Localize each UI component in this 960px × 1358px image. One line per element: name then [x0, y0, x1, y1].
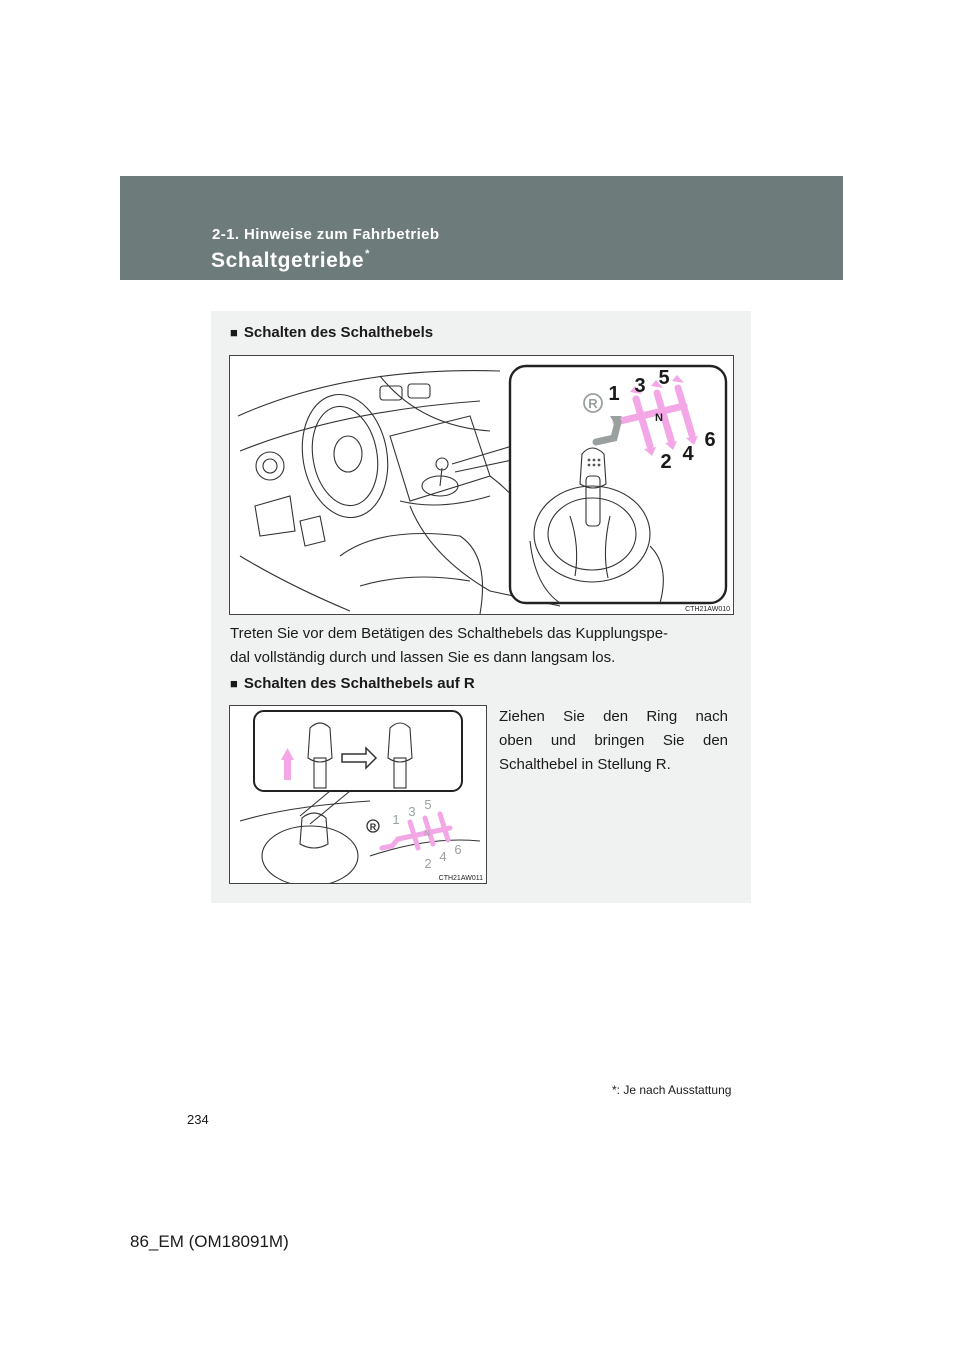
document-code: 86_EM (OM18091M): [130, 1232, 289, 1251]
heading-shift-to-reverse: [230, 675, 475, 692]
page-number: 234: [187, 1112, 209, 1127]
reverse-gear-label-5: 5: [424, 797, 432, 812]
gear-label-4: 4: [682, 443, 694, 465]
footnote: [612, 1083, 731, 1097]
figure-code: CTH21AW011: [438, 875, 483, 882]
figure-code: CTH21AW010: [685, 606, 730, 613]
reverse-gear-label-n: N: [424, 829, 430, 838]
reverse-gear-label-r: R: [369, 822, 377, 832]
heading-shift-to-reverse-text: Schalten des Schalthebels auf R: [243, 675, 475, 692]
gear-label-3: 3: [634, 375, 646, 397]
reverse-instruction: [499, 705, 728, 777]
reverse-instruction-line-1: Ziehen Sie den Ring nach: [499, 708, 728, 725]
footnote-text: : Je nach Ausstattung: [616, 1083, 732, 1097]
clutch-instruction: [230, 622, 740, 670]
gear-label-5: 5: [658, 367, 670, 389]
gear-label-1: 1: [608, 383, 620, 405]
reverse-instruction-line-2: oben und bringen Sie den: [499, 732, 728, 749]
heading-bullet: ■: [230, 676, 238, 691]
heading-bullet: ■: [230, 325, 238, 340]
heading-shift-lever-text: Schalten des Schalthebels: [243, 324, 434, 341]
cockpit-illustration: [230, 356, 733, 614]
figure-shift-to-reverse: [229, 705, 487, 884]
clutch-instruction-line-2: dal vollständig durch und lassen Sie es dann langsam los.: [230, 649, 616, 666]
gear-label-r: R: [588, 396, 598, 411]
page-title: [211, 249, 370, 273]
reverse-gear-label-6: 6: [454, 842, 462, 857]
footnote-marker: *: [612, 1083, 617, 1097]
gear-label-2: 2: [660, 451, 672, 473]
optional-equipment-marker: *: [365, 248, 371, 260]
gear-label-n: N: [655, 412, 663, 424]
clutch-instruction-line-1: Treten Sie vor dem Betätigen des Schalthebels das Kupplungspe-: [230, 625, 669, 642]
section-label: 2-1. Hinweise zum Fahrbetrieb: [212, 226, 440, 243]
reverse-gear-label-2: 2: [424, 856, 432, 871]
gear-label-6: 6: [704, 429, 716, 451]
heading-shift-lever: [230, 324, 433, 341]
reverse-gear-label-1: 1: [392, 812, 400, 827]
reverse-shift-illustration: [230, 706, 486, 883]
reverse-gear-label-4: 4: [439, 849, 447, 864]
reverse-instruction-line-3: Schalthebel in Stellung R.: [499, 756, 671, 773]
page-title-text: Schaltgetriebe: [211, 249, 365, 272]
reverse-gear-label-3: 3: [408, 804, 416, 819]
figure-cockpit-shift-lever: [229, 355, 734, 615]
